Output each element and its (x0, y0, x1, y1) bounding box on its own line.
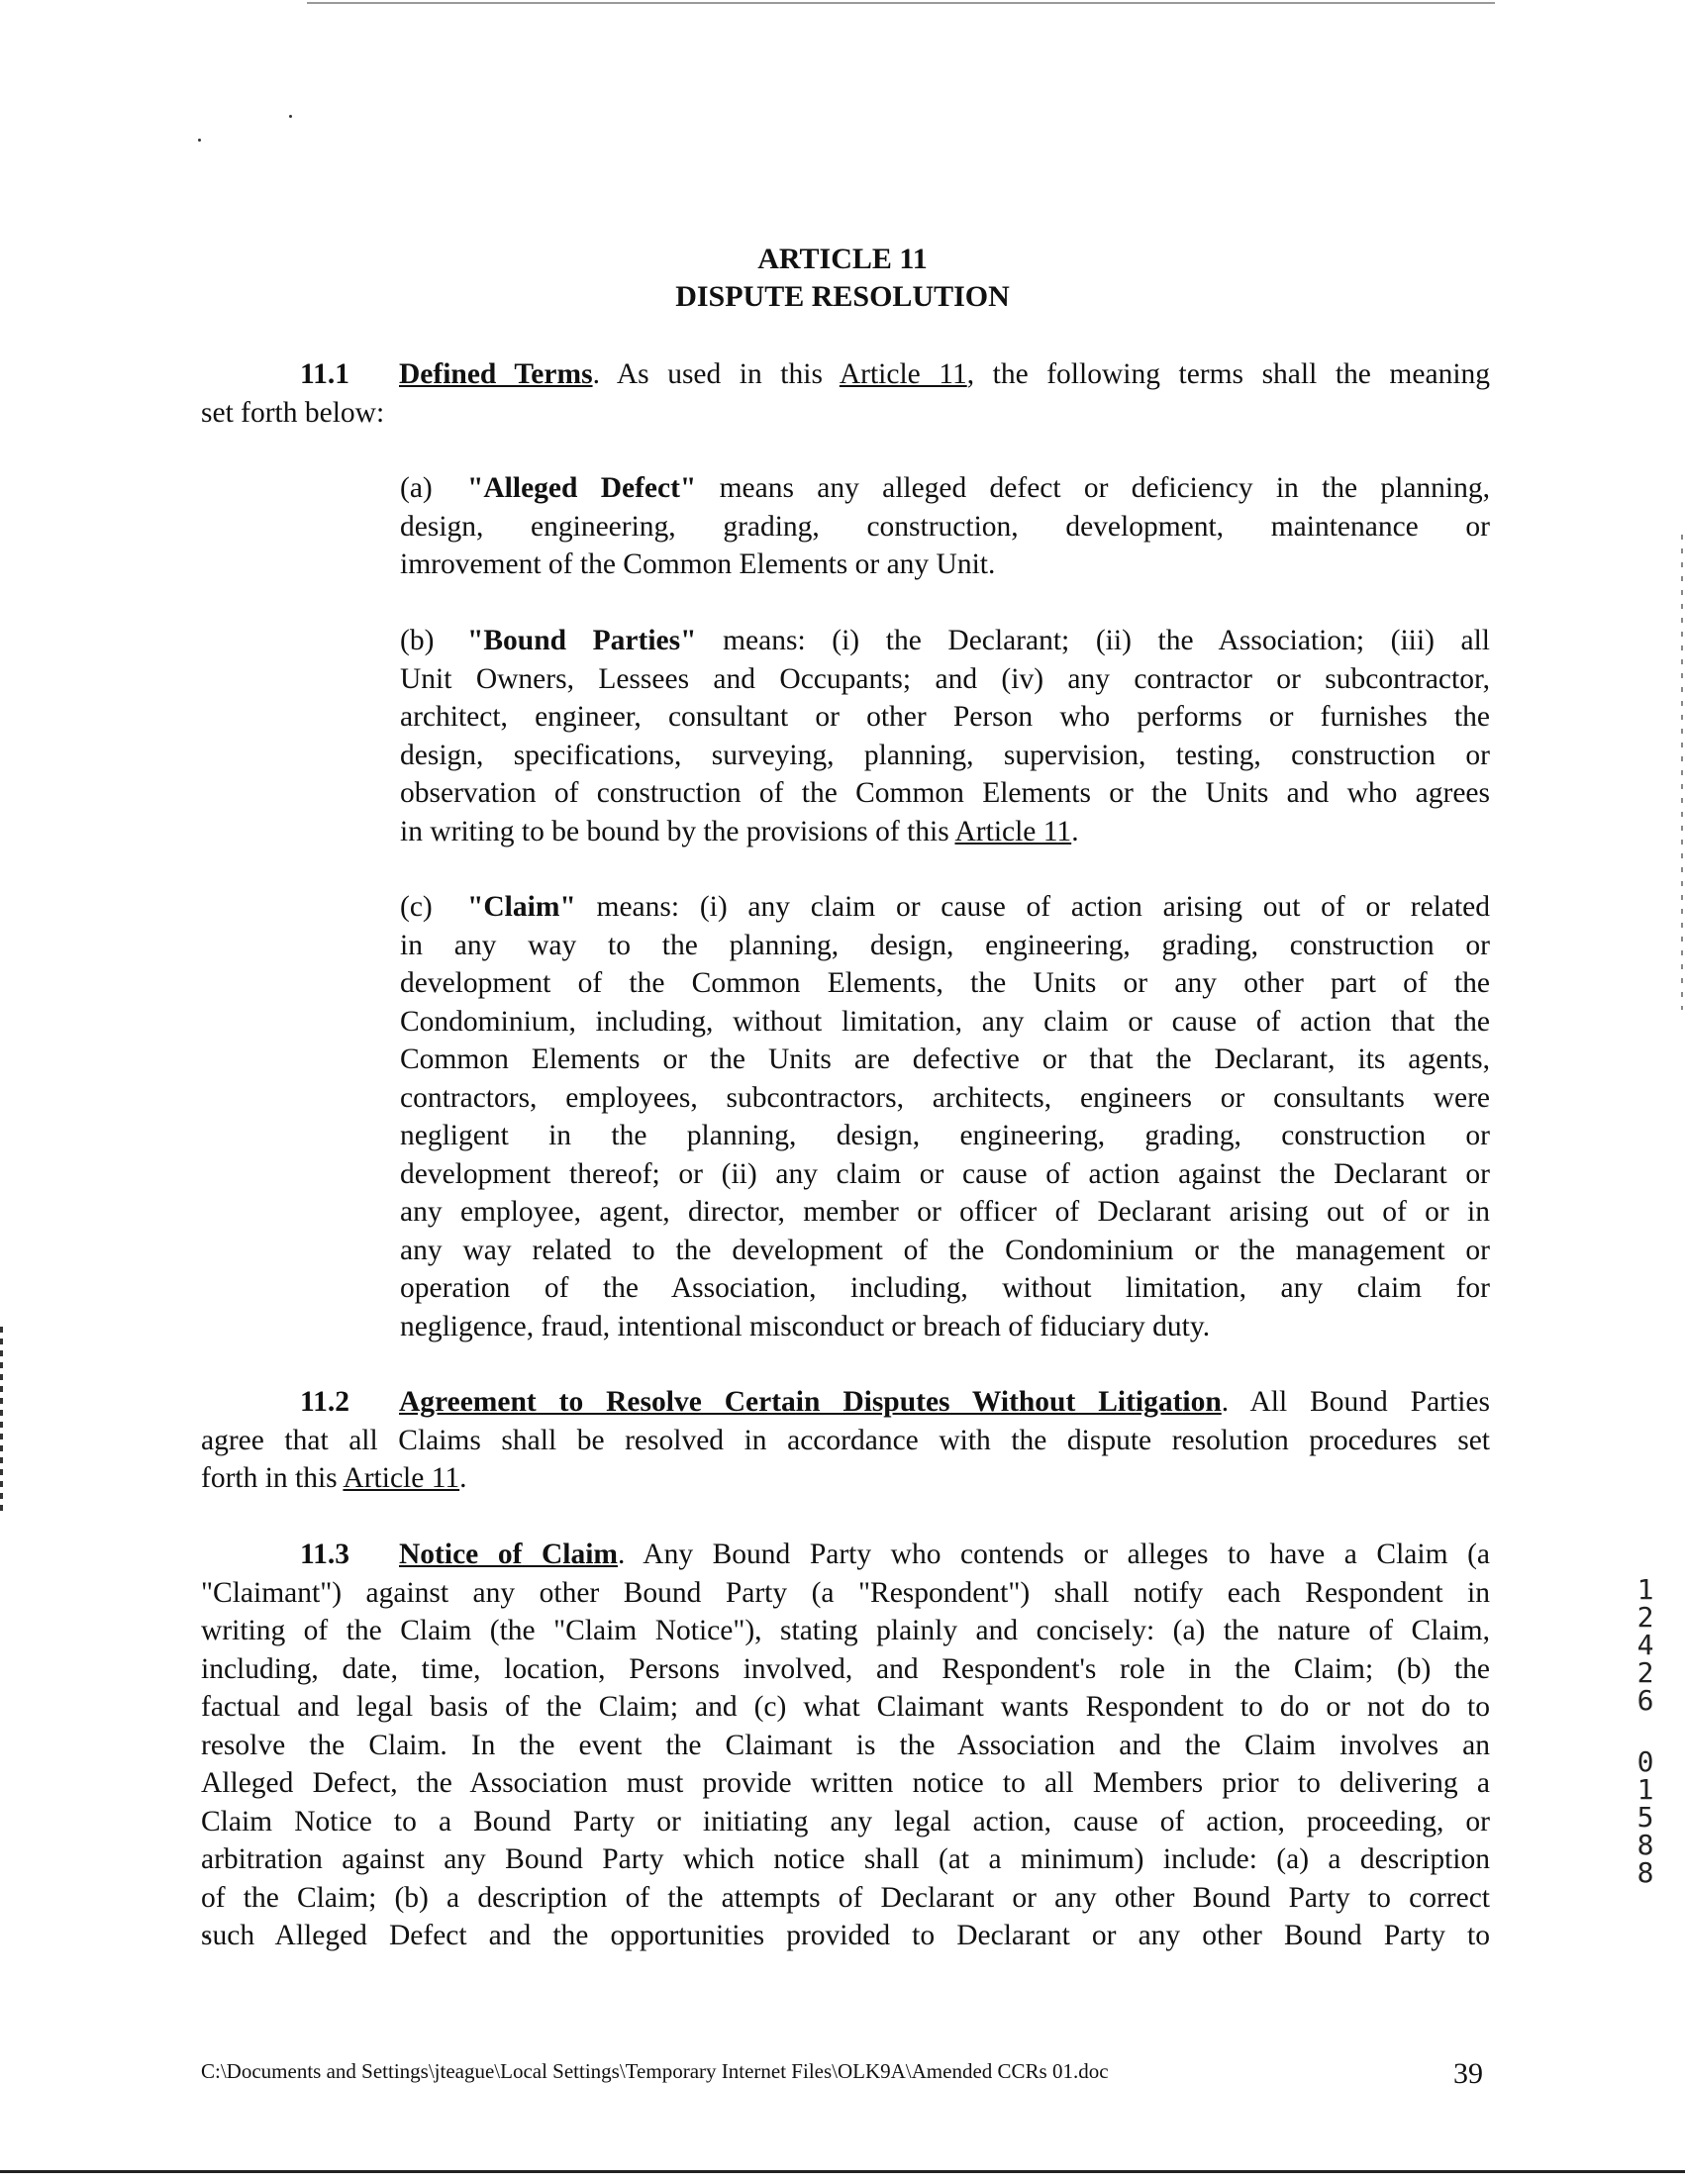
section-11-3: 11.3 Notice of Claim. Any Bound Party who contends or alleges to have a Claim (a "Claimant") against any other Bound Party (a "Respondent") shall notify each Respondent in writing of the Claim (the "Claim Notice"), stating plainly and concisely: (a) the nature of Claim, including, date, time, location, Persons involved, and Respondent's role in the Claim; (b) the factual and legal basis of the Claim; and (c) what Claimant wants Respondent to do or not do to resolve the Claim. In the event the Claimant is the Association and the Claim involves an Alleged Defect, the Association must provide written notice to all Members prior to delivering a Claim Notice to a Bound Party or initiating any legal action, cause of action, proceeding, or arbitration against any Bound Party which notice shall (at a minimum) include: (a) a description of the Claim; (b) a description of the attempts of Declarant or any other Bound Party to correct such Alleged Defect and the opportunities provided to Declarant or any other Bound Party to (201, 1536, 1490, 1955)
section-heading: Agreement to Resolve Certain Disputes Without Litigation (399, 1386, 1222, 1418)
defined-term: "Claim" (467, 891, 576, 923)
section-number: 11.3 (300, 1539, 349, 1570)
definition-claim: (c) "Claim" means: (i) any claim or cause of action arising out of or related in any way to the planning, design, engineering, grading, construction or development of the Common Elements, the Units or any other part of the Condominium, including, without limitation, any claim or cause of action that the Common Elements or the Units are defective or that the Declarant, its agents, contractors, employees, subcontractors, architects, engineers or consultants were negligent in the planning, design, engineering, grading, construction or development thereof; or (ii) any claim or cause of action against the Declarant or any employee, agent, director, member or officer of Declarant arising out of or in any way related to the development of the Condominium or the management or operation of the Association, including, without limitation, any claim for negligence, fraud, intentional misconduct or breach of fiduciary duty. (400, 891, 1490, 1342)
section-heading: Notice of Claim (399, 1539, 618, 1570)
scan-speck (198, 139, 201, 142)
scan-speck (289, 115, 292, 118)
article-title: DISPUTE RESOLUTION (675, 280, 1010, 313)
defined-term: "Bound Parties" (467, 625, 697, 656)
scan-bottom-rule (0, 2170, 1685, 2173)
article-reference-link: Article 11 (954, 815, 1072, 847)
recording-stamp: 1 2 4 2 6 0 1 5 8 8 (1636, 1573, 1654, 1889)
section-number: 11.1 (300, 358, 349, 390)
section-number: 11.2 (300, 1386, 349, 1418)
page-number: 39 (1453, 2057, 1483, 2090)
section-11-1: 11.1 Defined Terms. As used in this Article 11, the following terms shall the meaning set forth below: (201, 355, 1490, 432)
scan-left-edge-mark (0, 1327, 3, 1515)
footer-file-path: C:\Documents and Settings\jteague\Local Settings\Temporary Internet Files\OLK9A\Amended CCRs 01.doc (201, 2059, 1109, 2083)
article-reference-link: Article 11 (343, 1462, 460, 1494)
scan-top-rule (307, 2, 1495, 4)
section-11-2: 11.2 Agreement to Resolve Certain Disputes Without Litigation. All Bound Parties agree that all Claims shall be resolved in accordance with the dispute resolution procedures set forth in this Article 11. (201, 1383, 1490, 1498)
section-heading: Defined Terms (399, 358, 593, 390)
defined-term: "Alleged Defect" (467, 472, 697, 504)
definition-bound-parties: (b) "Bound Parties" means: (i) the Declarant; (ii) the Association; (iii) all Unit Owners, Lessees and Occupants; and (iv) any contractor or subcontractor, architect, engineer, consultant or other Person who performs or furnishes the design, specifications, surveying, planning, supervision, testing, construction or observation of construction of the Common Elements or the Units and who agrees in writing to be bound by the provisions of this Article 11. (400, 625, 1490, 847)
definition-alleged-defect: (a) "Alleged Defect" means any alleged defect or deficiency in the planning, design, engineering, grading, construction, development, maintenance or imrovement of the Common Elements or any Unit. (400, 472, 1490, 580)
article-number: ARTICLE 11 (757, 243, 928, 275)
scan-right-edge-mark (1681, 535, 1683, 1010)
article-reference-link: Article 11 (839, 358, 967, 390)
